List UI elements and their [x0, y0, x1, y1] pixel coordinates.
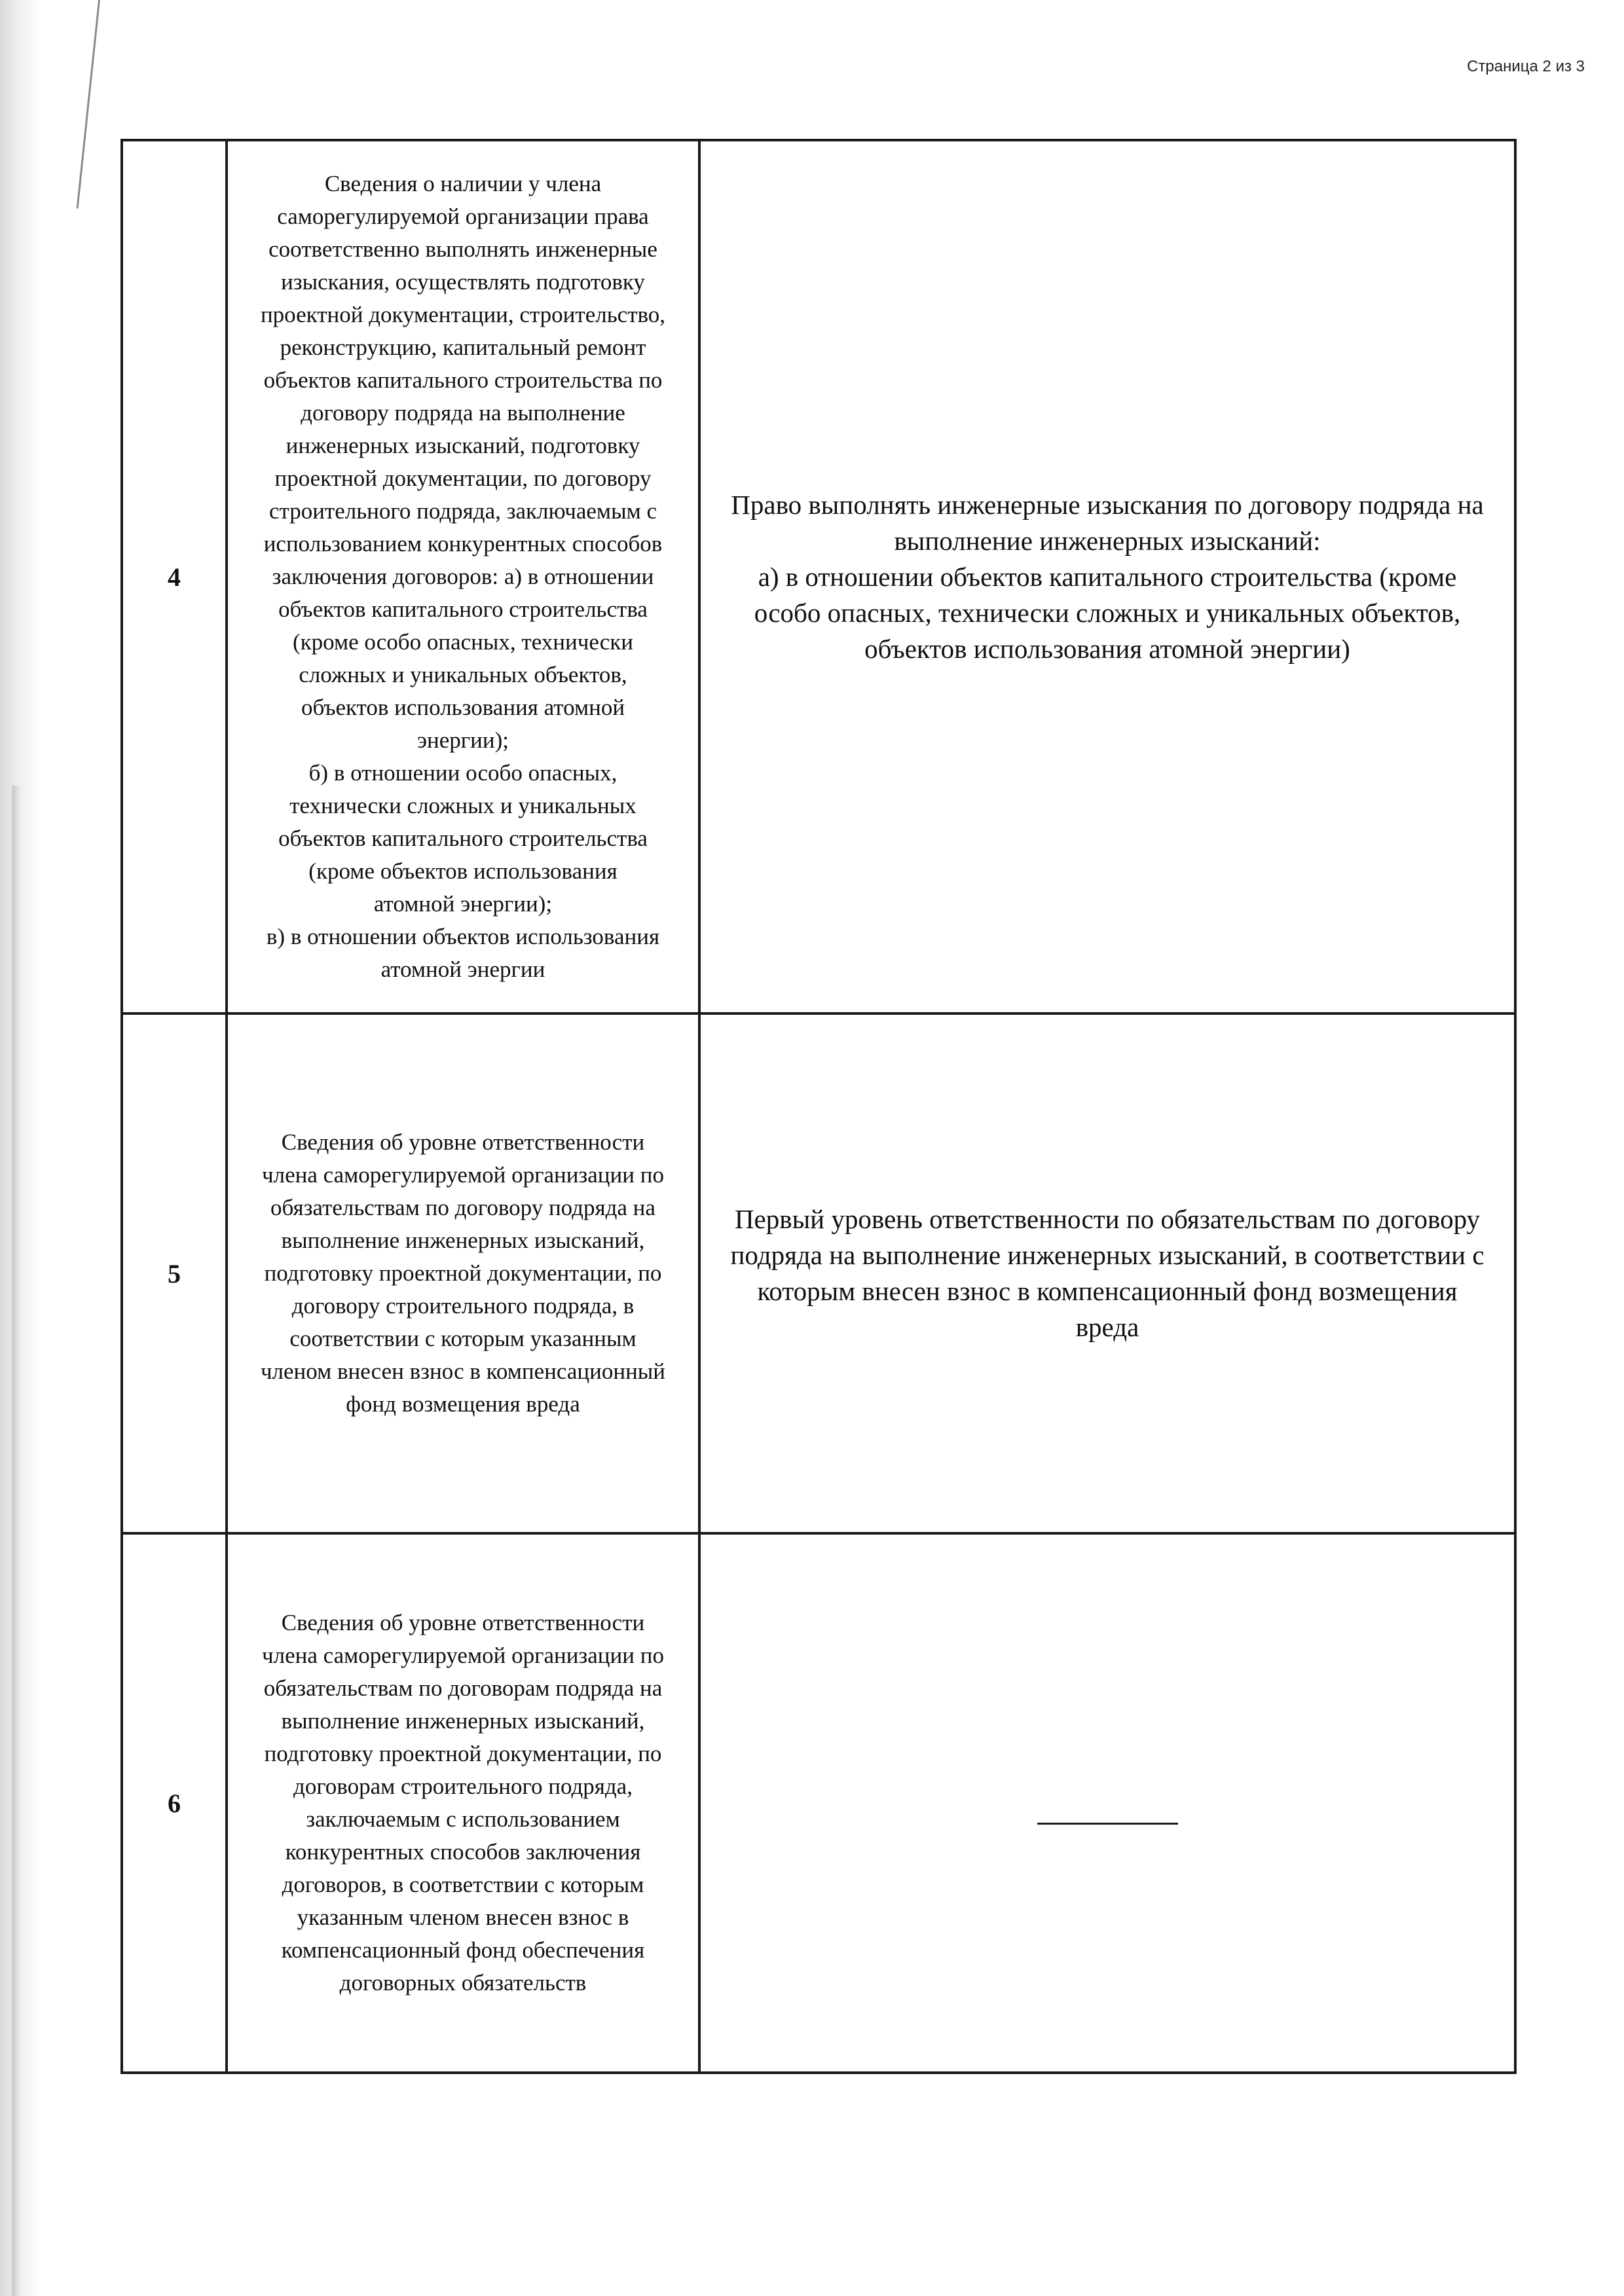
row-number: 4 — [122, 140, 227, 1013]
row-value: Право выполнять инженерные изыскания по договору подряда на выполнение инженерных изысканий: а) в отношении объектов капитального строительства (кроме особо опасных, технически сложных и уникальных объектов, объектов использования атомной энергии) — [699, 140, 1515, 1013]
info-table — [120, 139, 1517, 2074]
scan-fold-line — [77, 0, 100, 209]
table-row — [122, 1013, 1515, 1533]
row-description: Сведения об уровне ответственности члена саморегулируемой организации по обязательствам по договору подряда на выполнение инженерных изысканий, подготовку проектной документации, по договору строительного подряда, в соответствии с которым указанным членом внесен взнос в компенсационный фонд возмещения вреда — [227, 1013, 699, 1533]
row-description: Сведения о наличии у члена саморегулируемой организации права соответственно выполнять инженерные изыскания, осуществлять подготовку проектной документации, строительство, реконструкцию, капитальный ремонт объектов капитального строительства по договору подряда на выполнение инженерных изысканий, подготовку проектной документации, по договору строительного подряда, заключаемым с использованием конкурентных способов заключения договоров: а) в отношении объектов капитального строительства (кроме особо опасных, технически сложных и уникальных объектов, объектов использования атомной энергии); б) в отношении особо опасных, технически сложных и уникальных объектов капитального строительства (кроме объектов использования атомной энергии); в) в отношении объектов использования атомной энергии — [227, 140, 699, 1013]
scan-edge-dark-strip — [12, 786, 22, 2296]
row-number: 5 — [122, 1013, 227, 1533]
page-number: Страница 2 из 3 — [1467, 58, 1585, 75]
row-value: Первый уровень ответственности по обязательствам по договору подряда на выполнение инженерных изысканий, в соответствии с которым внесен взнос в компенсационный фонд возмещения вреда — [699, 1013, 1515, 1533]
table-row — [122, 140, 1515, 1013]
empty-value-dash — [1037, 1823, 1178, 1825]
row-value-empty — [699, 1533, 1515, 2073]
table-row — [122, 1533, 1515, 2073]
row-number: 6 — [122, 1533, 227, 2073]
row-description: Сведения об уровне ответственности члена саморегулируемой организации по обязательствам по договорам подряда на выполнение инженерных изысканий, подготовку проектной документации, по договорам строительного подряда, заключаемым с использованием конкурентных способов заключения договоров, в соответствии с которым указанным членом внесен взнос в компенсационный фонд обеспечения договорных обязательств — [227, 1533, 699, 2073]
